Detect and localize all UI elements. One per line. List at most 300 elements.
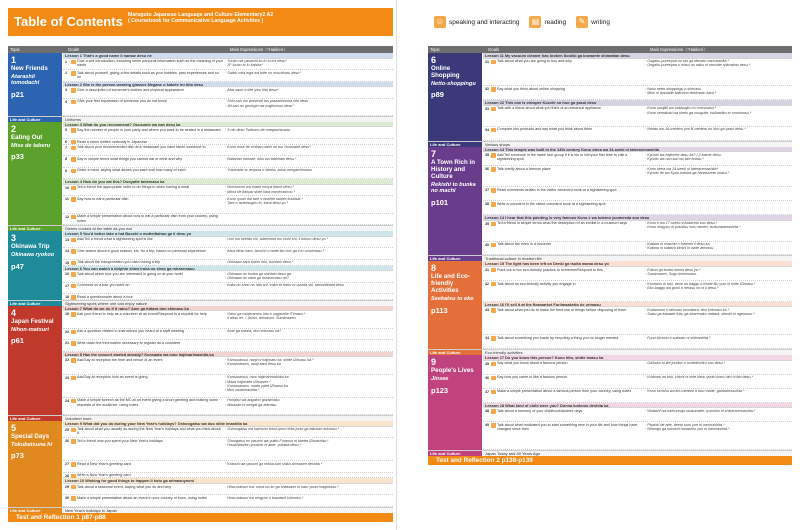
unit-title: People's Lives <box>431 367 474 375</box>
goal-text: Give advice about a good season, etc. for a trip, based on personal experience <box>77 248 206 253</box>
goal-text: Talk about which tour you are interested in going on at your hotel <box>77 271 183 276</box>
speech-bubble-icon <box>71 186 76 191</box>
goal-text: Talk about what you do to make the best use of things before disposing of them <box>497 307 627 312</box>
goal-number: 27 <box>65 462 70 467</box>
main-expression: · Ame ga futtara, doo shimasu ka? <box>225 329 282 334</box>
speech-bubble-icon <box>71 399 76 404</box>
goal-row <box>483 375 792 389</box>
life-and-culture-label: Life and Culture <box>428 451 482 457</box>
unit-number: 7 <box>431 148 437 159</box>
goal-row <box>63 398 393 415</box>
speech-bubble-icon <box>491 376 496 381</box>
main-expression: · Watashi wa kaerunoga osokunatte, ryooshin ni shikararemashita.* <box>645 408 756 413</box>
speech-bubble-icon <box>71 60 76 65</box>
goal-number: 30 <box>65 496 70 501</box>
toc-body <box>8 53 393 513</box>
unit-7 <box>428 147 792 262</box>
goal-text: Read a questionnaire about a tour <box>77 294 133 299</box>
unit-label-panel <box>8 53 62 116</box>
unit-title: Eating Out <box>11 133 43 141</box>
unit-title: New Friends <box>11 65 48 72</box>
goal-text: Say in simple terms what things you cannot eat or drink and why <box>77 156 183 161</box>
speech-bubble-icon <box>71 249 76 254</box>
goal-number: 19 <box>65 312 70 317</box>
main-expression: · Okinawa kara kaeru toki, tsunami desu.* <box>225 260 294 265</box>
main-expression: · 3-nin desu Tsebunu de onegaishimasu <box>225 128 291 133</box>
speech-bubble-icon <box>491 188 496 193</box>
speech-bubble-icon <box>491 107 496 112</box>
speech-bubble-icon <box>71 128 76 133</box>
goal-row <box>63 168 393 180</box>
goal-text: Say how to eat a particular dish <box>77 196 129 201</box>
goal-text: Ask/Tell a friend what a sightseeing spot is like <box>77 237 153 242</box>
goal-number: 33 <box>485 106 490 111</box>
speech-bubble-icon <box>491 390 496 395</box>
speech-bubble-icon <box>491 282 496 287</box>
unit-label-panel <box>8 306 62 415</box>
goal-text: Ask/Say at reception the time and venue of an event <box>77 357 163 362</box>
goal-row <box>63 340 393 352</box>
goal-row <box>63 427 393 439</box>
main-expression: · Kudamono o takusan moraitara, doo shimasu ka.* · Saizu ga kawatte fuku ga kirarenaku nattara, oitoshi ni agemasu.* <box>645 307 755 317</box>
goal-row <box>483 166 792 187</box>
speech-bubble-icon <box>491 308 496 313</box>
unit-page: p47 <box>11 261 24 271</box>
speech-bubble-icon <box>71 496 76 501</box>
goal-text: Talk about a seasonal event, saying what you do and why <box>77 484 172 489</box>
goal-number: 12 <box>65 214 70 219</box>
unit-5 <box>8 421 393 513</box>
toc-body <box>428 53 792 456</box>
goal-number: 26 <box>65 439 70 444</box>
goal-text: Write a New Year's greeting card <box>77 473 131 478</box>
goal-number: 31 <box>485 59 490 64</box>
goal-row <box>63 271 393 283</box>
goal-row <box>63 87 393 99</box>
lesson-heading: Lesson 11 My vacuum cleaner has broken Sooiiki ga kowarete shimattan desu <box>483 53 792 59</box>
speech-bubble-icon <box>71 88 76 93</box>
legend-item-speaking: ☺ speaking and interacting <box>435 17 520 26</box>
goal-row <box>483 422 792 450</box>
goal-text: Say what you know about a famous person <box>497 361 568 366</box>
speech-bubble-icon <box>491 243 496 248</box>
goal-row <box>63 156 393 168</box>
goal-number: 9 <box>65 168 68 173</box>
goal-text: Compare two products and say what you think about them <box>497 127 593 132</box>
goal-number: 34 <box>485 127 490 132</box>
goal-row <box>483 242 792 256</box>
goal-row <box>63 283 393 295</box>
skill-legend <box>434 16 610 28</box>
lesson-heading: Lesson 14 I hear that this painting is very famous Kono e wa totemo yuumeeda soo desu <box>483 215 792 221</box>
life-and-culture-label: Life and Culture <box>8 416 62 422</box>
main-expression: · Kono e wa 17-seeki ni kakareta soo desu.* · Kono ningyoo ni yoshitsu suru tamen, tsukuraramashita.* <box>645 221 741 230</box>
goal-row <box>63 329 393 341</box>
lesson-heading: Lesson 7 What do we do if it rains? Ame ga futtara doo shimasu ka <box>63 306 393 312</box>
unit-page: p33 <box>11 152 24 162</box>
page-title: Table of Contents <box>14 14 123 29</box>
goal-text: Talk about an eco-friendly activity you engage in <box>497 281 576 286</box>
speech-bubble-icon <box>71 428 76 433</box>
goal-row <box>63 311 393 328</box>
goal-row <box>63 357 393 374</box>
main-expression: · Kono ryouri wa tare o tsukete tabete kudasai.* · Tare o tsukesugiru to, karai desu yo.* <box>225 196 303 206</box>
column-header: Topic Goals Main Expressions（*Hakken） <box>428 46 792 53</box>
speech-bubble-icon <box>71 376 76 381</box>
goal-number: 8 <box>65 157 68 162</box>
goal-row <box>63 248 393 260</box>
goal-number: 25 <box>65 427 70 432</box>
goal-row <box>63 214 393 226</box>
goal-number: 29 <box>65 484 70 489</box>
goal-number: 47 <box>485 389 490 394</box>
goal-row <box>483 221 792 242</box>
goal-number: 37 <box>485 188 490 193</box>
main-expression: · Akai saori a kite iziru hito desu* <box>225 87 279 92</box>
main-expression: · Konsautosui, nanji ni hajimaru ka, shitte iZimasu ka.* · Konsautoseu, nanji kara desu ka <box>225 357 314 367</box>
goal-number: 20 <box>65 329 70 334</box>
goal-text: Talk with a friend about what you think of an electrical appliance <box>497 106 601 111</box>
lesson-heading: Lesson 1 That's a good name Ii namae desu ne <box>63 53 393 59</box>
goal-row <box>63 145 393 157</box>
speech-bubble-icon <box>71 439 76 444</box>
left-page <box>0 0 397 530</box>
main-expression: · Katana ni shashin o tottemo ii desu ka · Katana ni sawaru kinshi to kaite arimasu. <box>645 242 715 251</box>
speech-bubble-icon <box>491 362 496 367</box>
goal-row <box>483 127 792 141</box>
goal-text: Talk about what you usually do during the New Year's holidays and what you think about it <box>77 427 221 436</box>
goal-row <box>63 438 393 461</box>
main-expression: · Noku netto-shoppingu o shimasu. · Mise ni ikanaide kaimono dekimasu kara.* <box>645 87 717 96</box>
goal-number: 17 <box>65 283 70 288</box>
goal-text: Comment on a tour you went on <box>77 283 130 288</box>
unit-4 <box>8 306 393 421</box>
goal-number: 4 <box>65 99 68 104</box>
speech-bubble-icon <box>71 157 76 162</box>
speech-bubble-icon <box>491 167 496 172</box>
main-expression: · Yosenabe to tenpura o hitotsu zutsu onegaishimasu <box>225 168 312 173</box>
lesson-heading: Lesson 16 I'll sell it at the fleamarket Furiimaaketto de urimasu <box>483 302 792 308</box>
life-and-culture-label: Life and Culture <box>8 226 62 232</box>
main-expression: · Gaikoku ni itte juudoo o oshietechiru soo desu.* <box>645 361 726 366</box>
goal-text: Talk briefly about a famous place <box>497 166 551 171</box>
unit-title-romaji: Tokubetsuna hi <box>11 442 53 448</box>
unit-number: 5 <box>11 423 17 433</box>
main-expression: · Umi mo kireida shi, tabemono mo oishi shi, ii tokoro desu yo.* <box>225 237 328 242</box>
unit-6 <box>428 53 792 147</box>
goal-row <box>63 196 393 213</box>
goal-number: 24 <box>65 398 70 403</box>
main-expression: · Kono mise de ichiban oishii no wa Yosenabe desu* <box>225 145 311 150</box>
unit-title: Okinawa Trip <box>11 243 50 251</box>
goal-text: Point out a non eco-friendly practice to someone/Respond to this <box>497 267 603 272</box>
goal-row <box>483 86 792 100</box>
lesson-heading: Lesson 17 Do you know this person? Kono hito, shitte imasu ka <box>483 355 792 361</box>
goal-text: Talk about what motivated you to start something new in your life and how things have changed since then <box>497 422 638 431</box>
goal-row <box>63 185 393 197</box>
main-expression: · Kono senshu wa kin-medaru o toru made, ganbarimashita.* <box>645 389 745 394</box>
goal-row <box>63 461 393 473</box>
unit-number: 9 <box>431 357 437 368</box>
main-expression: · Furui kimono o sukaato ni shimashita.* <box>645 335 711 340</box>
main-expression: · Saikin mita eiga wa hide no mouzikaru desu* <box>225 70 301 75</box>
goal-text: Make a simple presentation about an event in your country or town, using notes <box>77 496 207 501</box>
life-and-culture-topic: Traditional culture in modern life <box>485 256 542 262</box>
goal-text: Tell a friend how you spent your New Year's holidays <box>77 438 163 443</box>
goal-number: 23 <box>65 375 70 380</box>
goal-row <box>63 484 393 496</box>
goal-row <box>63 70 393 82</box>
speech-bubble-icon <box>491 423 496 428</box>
goal-number: 46 <box>485 375 490 380</box>
goal-text: Tell a friend the appropriate order to do things in when having a meal <box>77 185 190 190</box>
lesson-heading: Lesson 4 How do you eat this? Dooyatte tabemasu ka <box>63 179 393 185</box>
goal-text: Give your first impression of someone you do not know <box>77 99 167 104</box>
lesson-heading: Lesson 5 You'd better take a hat Booshi o motteittahoo ga ii desu yo <box>63 231 393 237</box>
goal-number: 40 <box>485 242 490 247</box>
goal-row <box>483 307 792 335</box>
main-expression: · Honjitsu wa arigatoo gozaimasu · Minasan ni onegai ga arimasu <box>225 398 280 407</box>
lesson-heading: Lesson 9 What did you do during your New Year's holidays? Oshoogatsu wa doo shite imashita ka <box>63 421 393 427</box>
unit-page: p101 <box>431 197 449 207</box>
main-expression: · Nomimono wa mada nonya dame desu.* · Mima de kanpai shite kara nomimashoo.* <box>225 185 295 194</box>
goal-number: 7 <box>65 145 68 150</box>
goal-text: Ask your friend to help as a volunteer at an event/Respond to a request for help <box>77 312 207 317</box>
goal-text: Make a simple speech as the MC at an event giving a short greeting and making some requests of the audience, using notes <box>77 398 219 407</box>
goal-row <box>63 127 393 139</box>
speech-bubble-icon <box>491 202 496 207</box>
main-expression: · Okinawa no bunka ga shiritain desu ga. · Okinawa no odori ga miraremasu ne? <box>225 271 292 280</box>
goal-text: Say how you came to like a famous person <box>497 375 568 380</box>
speech-bubble-icon <box>71 358 76 363</box>
goal-number: 6 <box>65 139 68 144</box>
speech-bubble-icon <box>71 215 76 220</box>
speech-bubble-icon <box>71 485 76 490</box>
unit-title: Japan Festival <box>11 317 54 325</box>
goal-number: 3 <box>65 88 68 93</box>
goal-number: 21 <box>65 341 70 346</box>
test-reflection-2: Test and Reflection 2 p138-p139 <box>428 456 792 465</box>
life-and-culture-topic: Various shops <box>485 141 511 147</box>
speech-bubble-icon <box>71 462 76 467</box>
speech-bubble-icon <box>71 169 76 174</box>
life-and-culture-topic: Dishes cooked at the table as you eat <box>65 226 132 232</box>
goal-row <box>483 335 792 349</box>
unit-number: 8 <box>431 263 437 274</box>
goal-number: 18 <box>65 295 70 300</box>
goal-number: 35 <box>485 153 490 158</box>
lesson-heading: Lesson 15 The light has been left on Denki ga tsuita mama desu yo <box>483 261 792 267</box>
goal-number: 11 <box>65 197 69 202</box>
speech-bubble-icon <box>71 146 76 151</box>
main-expression: · Odori ga oshieraneru hito o sagashite iTimasu.* · Ii desu ne. / Jishin, arimasen. Sumimasen. <box>225 312 306 321</box>
unit-title-romaji: Seekatsu to eko <box>431 296 474 303</box>
unit-page: p21 <box>11 89 24 99</box>
unit-title: Life and Eco-friendly Activities <box>431 273 470 295</box>
unit-title: Special Days <box>11 433 50 440</box>
life-and-culture-topic: Uniforms <box>65 116 82 122</box>
goal-text: Order a meal, saying what dishes you want and how many of each <box>77 168 186 173</box>
goal-text: Write down the information necessary to register as a volunteer <box>77 340 181 345</box>
speech-bubble-icon <box>491 222 496 227</box>
unit-title-romaji: Atarashii tomodachi <box>11 74 40 87</box>
unit-label-panel <box>8 231 62 300</box>
speech-bubble-icon <box>491 153 496 158</box>
goal-row <box>63 237 393 249</box>
goal-text: Talk about a memory of your childhood/student days <box>497 408 583 413</box>
goal-row <box>63 99 393 116</box>
unit-number: 2 <box>11 123 17 134</box>
unit-number: 4 <box>11 307 17 318</box>
main-expression: · Eakon ga tsuita mama desu yo.* · Sumimasen, Sugu keshimasu. <box>645 267 701 276</box>
test-reflection-1: Test and Reflection 1 p87-p88 <box>8 513 393 522</box>
goal-number: 13 <box>65 237 70 242</box>
unit-2 <box>8 122 393 231</box>
life-and-culture-label: Life and Culture <box>428 142 482 148</box>
goal-row <box>483 361 792 375</box>
goal-text: Write a comment in the visitor comment book at a sightseeing spot <box>497 201 606 206</box>
speech-bubble-icon <box>71 312 76 317</box>
goal-number: 44 <box>485 336 490 341</box>
goal-row <box>483 389 792 403</box>
life-and-culture-topic: New Year's holidays in Japan <box>65 508 117 513</box>
life-and-culture-label: Life and Culture <box>8 508 62 514</box>
unit-title-romaji: Nihon-matsuri <box>11 326 49 333</box>
main-expression: · Nedan wa JA-mederu yori B-mederu no hoo ga yasui desu.* <box>645 127 746 132</box>
unit-number: 6 <box>431 55 437 65</box>
speech-bubble-icon <box>491 409 496 414</box>
goal-number: 15 <box>65 260 70 265</box>
unit-title-romaji: Mise de taberu <box>11 142 51 149</box>
unit-title-romaji: Okinawa ryokoo <box>11 252 55 259</box>
speech-bubble-icon <box>71 284 76 289</box>
goal-number: 16 <box>65 272 70 277</box>
goal-number: 41 <box>485 267 490 272</box>
unit-page: p123 <box>431 385 449 395</box>
speech-bubble-icon <box>491 128 496 133</box>
goal-text: Read comments written in the visitor comment book at a sightseeing spot <box>497 187 617 192</box>
goal-row <box>483 59 792 87</box>
speech-bubble-icon <box>491 336 496 341</box>
life-and-culture-label: Life and Culture <box>8 117 62 123</box>
goal-number: 38 <box>485 202 490 207</box>
goal-text: Ask/Tell someone in the same tour group if it is his or her/your first time to visit a sightseeing spot <box>497 152 628 162</box>
unit-page: p61 <box>11 336 24 346</box>
goal-text: Give a description of someone's clothes and physical appearance <box>77 87 185 92</box>
lesson-heading: Lesson 3 What do you recommend? Osusume wa nan desu ka <box>63 122 393 128</box>
unit-label-panel <box>428 355 482 450</box>
goal-text: Read a menu written vertically in Japanese <box>77 139 148 144</box>
main-expression: · Shoogatsu no yasumi wa yuttto Furansu ni kaette iZimashita.* · Hisashiburini ryooshin ni aete, yokatta desu.* <box>225 438 329 447</box>
unit-label-panel <box>428 261 482 349</box>
main-expression: · Baitarian nanode, niku wa tabenaio desu.* <box>225 156 297 161</box>
lesson-heading: Lesson 12 This one is cheaper Kocchi no hoo ga yasui desu <box>483 100 792 106</box>
legend-item-writing: ✎ writing <box>576 16 610 28</box>
unit-label-panel <box>8 122 62 225</box>
main-expression: · Pisahiri de atte, deeto suru yoo ni narimashita.* · Nihongo ga sukoshi hanaseru yoo ni narimashita.* <box>645 422 730 431</box>
goal-text: Say what you think about online shopping <box>497 87 566 91</box>
life-and-culture-topic: Volunteer work <box>65 415 92 421</box>
goal-text: Give a self introduction, including some personal information such as the meaning of your name <box>77 59 223 68</box>
unit-1 <box>8 53 393 122</box>
goal-text: Ask a question related to instructions you heard at a staff meeting <box>77 329 184 334</box>
life-and-culture-label: Life and Culture <box>8 301 62 307</box>
speech-bubble-icon <box>71 197 76 202</box>
page-subtitle: Marugoto Japanese Language and Culture Elementary2 A2 ( Coursebook for Communicative Language Activities ) <box>128 12 274 25</box>
unit-page: p73 <box>11 451 24 461</box>
main-expression: · Konnano ni toki, denri no baggu o motte iku yooi ni shite iZimasu.* · Eko-baggu wa gomi o herasu no ni ii desu.* <box>645 281 756 290</box>
lesson-heading: Lesson 13 This temple was built in the 14th century Kono otera wa 14-seeki ni tateraremashita <box>483 147 792 153</box>
main-expression: · Atsui desu kara, booshi o motte iku hoo ga ii to omoimasu.* <box>225 248 325 253</box>
goal-row <box>483 267 792 281</box>
goal-text: Talk about the transportation you used during a trip <box>77 260 161 265</box>
life-and-culture-label: Life and Culture <box>428 350 482 356</box>
main-expression: · Kono otera wa 14-seeki ni tateraremashita* · Kyooto de wa Kyoo-kotoba ga hanasarete imasu.* <box>645 166 730 176</box>
goal-number: 22 <box>65 358 70 363</box>
main-expression: · Kodomo no toki, chichi ni mite kara, yurito kono hito ni fan desu.* <box>645 375 754 380</box>
life-and-culture-topic: Sightseeing spots where one can enjoy nature <box>65 300 148 306</box>
goal-text: Make a simple presentation about a famous person from your country, using notes <box>497 389 632 394</box>
life-and-culture-topic: Japan Today and 50 Years Ago <box>485 451 541 456</box>
goal-row <box>63 375 393 398</box>
main-expression: · Iruka no shoo no nita shi, Iruka to issho ni oyoida shi, tanoshikatta desu <box>225 283 344 288</box>
speech-bubble-icon: ☺ <box>435 17 445 26</box>
main-expression: · Konsautosui, moo hajimarimashita ka / Mada hajimatte iZimasen.* · Konsautoseu, mada yatte iZimasu ka / Moo owarimashita.* <box>225 375 289 393</box>
unit-8 <box>428 261 792 355</box>
book-icon: ▤ <box>529 16 541 28</box>
goal-number: 45 <box>485 361 490 366</box>
goal-number: 1 <box>65 59 68 64</box>
unit-title: Online Shopping <box>431 65 460 79</box>
main-expression: · Hina-matsuri wa, onna-no-ko ga shiawase ni naru yooni inagimasu.* <box>225 484 339 489</box>
goal-row <box>483 201 792 215</box>
speech-bubble-icon <box>71 71 76 76</box>
goal-number: 36 <box>485 167 490 172</box>
unit-number: 1 <box>11 55 17 65</box>
main-expression: · Kyooto wa hajimete desu ka? / 2-kaime desu · Kyooto wa nan-kai mo kite imasu.* <box>645 152 721 162</box>
speech-bubble-icon <box>491 60 496 65</box>
unit-title-romaji: Jinsee <box>431 376 449 383</box>
main-expression: · Yuuko wa yasashii ko to iu imi desu* · JF-fuuzu to iu kaisha* <box>225 59 287 68</box>
goal-text: Say the number of people in your party and where you want to be seated in a restaurant <box>77 128 221 133</box>
speech-bubble-icon <box>71 272 76 277</box>
goal-number: 5 <box>65 128 68 133</box>
goal-row <box>483 187 792 201</box>
main-expression: · Kono sooijiki wa ookisugiru to omoimasu.* · Kono sentakuki wa kireio ga osuguite, tsukaniiku to omoimasu.* <box>645 106 752 115</box>
lesson-heading: Lesson 18 What kind of child were you? Donna kodomo deshita ka <box>483 403 792 409</box>
goal-text: Read a New Year's greeting card <box>77 461 131 466</box>
goal-row <box>63 59 393 71</box>
unit-title: A Town Rich in History and Culture <box>431 158 475 180</box>
main-expression: · Oogaku-pureeyaa no oto ga denaku narimashita.* · Ongaku-pureeyaa o mitsu no naku ni otoshite shimattan desu.* <box>645 59 751 68</box>
column-header: Topic Goals Main Expressions（*Hakken） <box>8 46 393 53</box>
goal-row <box>483 106 792 127</box>
goal-text: Tell a friend in simple terms what the description of an exhibit in a museum says <box>497 221 628 226</box>
goal-text: Talk about something you made by recycling a thing you no longer needed <box>497 335 619 340</box>
goal-text: Talk about your recommended dish at a restaurant you have taken someone to <box>77 145 206 150</box>
life-and-culture-topic: Eco-friendly activities <box>485 350 523 356</box>
goal-text: Talk about yourself, giving a few details such as your hobbies, past experiences and so on <box>77 70 219 79</box>
main-expression: · Oshoogatsu wa kaimono tokai iyoori teka junbi ga takusan arimasu.* <box>225 427 339 432</box>
main-expression: · Hina-matsuri wa ningyoo o kazattari shimasu.* <box>225 496 304 501</box>
speech-bubble-icon <box>491 87 496 92</box>
goal-text: Talk about the rules in a museum <box>497 242 552 247</box>
goal-number: 2 <box>65 71 68 76</box>
goal-row <box>483 281 792 302</box>
lesson-heading: Lesson 10 Wishing for good things to happen Ii koto ga arimasuyooni <box>63 478 393 484</box>
life-and-culture-label: Life and Culture <box>428 256 482 262</box>
speech-bubble-icon <box>71 341 76 346</box>
